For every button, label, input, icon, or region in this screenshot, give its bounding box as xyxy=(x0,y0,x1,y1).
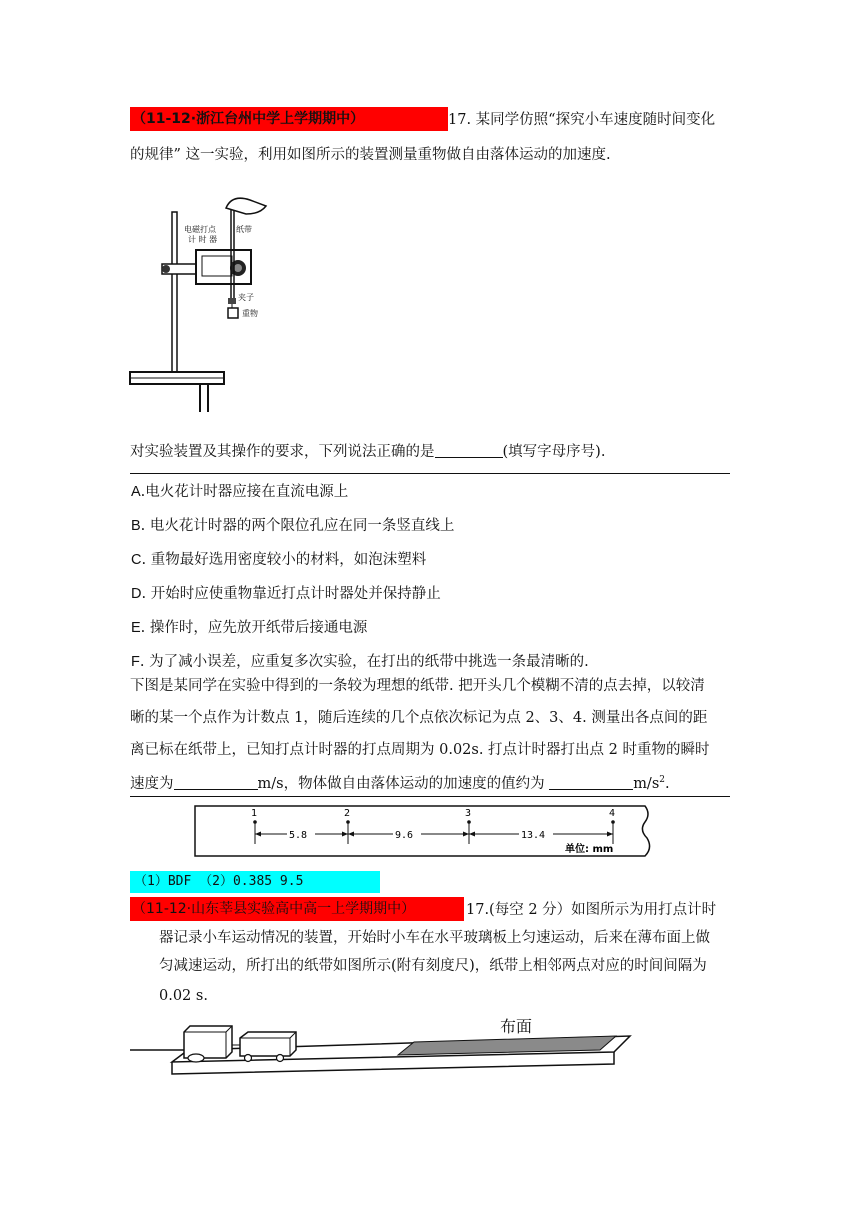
label-timer: 电磁打点 xyxy=(184,225,216,234)
para-line3: 离已标在纸带上，已知打点计时器的打点周期为 0.02s. 打点计时器打出点 2 时重物的瞬时 xyxy=(130,742,710,758)
divider-2 xyxy=(130,796,730,797)
tape-point-3: 3 xyxy=(465,808,472,819)
label-timer2: 计 时 器 xyxy=(188,235,218,244)
label-clip: 夹子 xyxy=(238,293,254,302)
divider-1 xyxy=(130,473,730,474)
para-line2: 晰的某一个点作为计数点 1，随后连续的几个点依次标记为点 2、3、4. 测量出各点间的距 xyxy=(130,710,708,726)
option-a: A.电火花计时器应接在直流电源上 xyxy=(131,484,349,500)
para-line1: 下图是某同学在实验中得到的一条较为理想的纸带. 把开头几个模糊不清的点去掉，以较清 xyxy=(130,678,705,694)
option-e: E. 操作时，应先放开纸带后接通电源 xyxy=(131,620,368,636)
source-tag-2: （11-12·山东莘县实验高中高一上学期期中） xyxy=(130,897,464,921)
option-c: C. 重物最好选用密度较小的材料，如泡沫塑料 xyxy=(131,552,427,568)
label-tape: 纸带 xyxy=(236,225,252,234)
option-b: B. 电火花计时器的两个限位孔应在同一条竖直线上 xyxy=(131,518,455,534)
tape-distance-3: 13.4 xyxy=(521,830,546,841)
option-d: D. 开始时应使重物靠近打点计时器处并保持静止 xyxy=(131,586,441,602)
q1-stem-line1: 17. 某同学仿照“探究小车速度随时间变化 xyxy=(448,112,716,128)
q1-question: 对实验装置及其操作的要求，下列说法正确的是 (填写字母序号). xyxy=(130,444,606,460)
apparatus-figure xyxy=(128,190,278,415)
para-line4: 速度为 m/s，物体做自由落体运动的加速度的值约为 $m/s^2$. xyxy=(130,775,670,792)
option-f: F. 为了减小误差，应重复多次实验，在打出的纸带中挑选一条最清晰的. xyxy=(131,654,589,670)
q2-stem-line3: 匀减速运动，所打出的纸带如图所示(附有刻度尺)，纸带上相邻两点对应的时间间隔为 xyxy=(159,958,707,974)
paper-tape-figure xyxy=(193,802,663,862)
q2-stem-line4: 0.02 s. xyxy=(159,988,208,1004)
q2-stem-line2: 器记录小车运动情况的装置，开始时小车在水平玻璃板上匀速运动，后来在薄布面上做 xyxy=(159,930,710,946)
tape-distance-1: 5.8 xyxy=(289,830,308,841)
tape-point-2: 2 xyxy=(344,808,351,819)
cloth-label: 布面 xyxy=(500,1017,533,1036)
label-weight: 重物 xyxy=(242,309,258,318)
cart-board-figure xyxy=(130,1012,650,1082)
tape-point-1: 1 xyxy=(251,808,258,819)
tape-point-4: 4 xyxy=(609,808,616,819)
q1-stem-line2: 的规律” 这一实验，利用如图所示的装置测量重物做自由落体运动的加速度. xyxy=(130,147,611,163)
answer-tag: （1）BDF （2）0.385 9.5 xyxy=(130,871,380,893)
tape-distance-2: 9.6 xyxy=(395,830,414,841)
tape-unit: 单位: mm xyxy=(565,844,614,855)
q2-stem-line1: 17.(每空 2 分）如图所示为用打点计时 xyxy=(466,902,717,918)
source-tag-1: （11-12·浙江台州中学上学期期中） xyxy=(130,107,448,131)
